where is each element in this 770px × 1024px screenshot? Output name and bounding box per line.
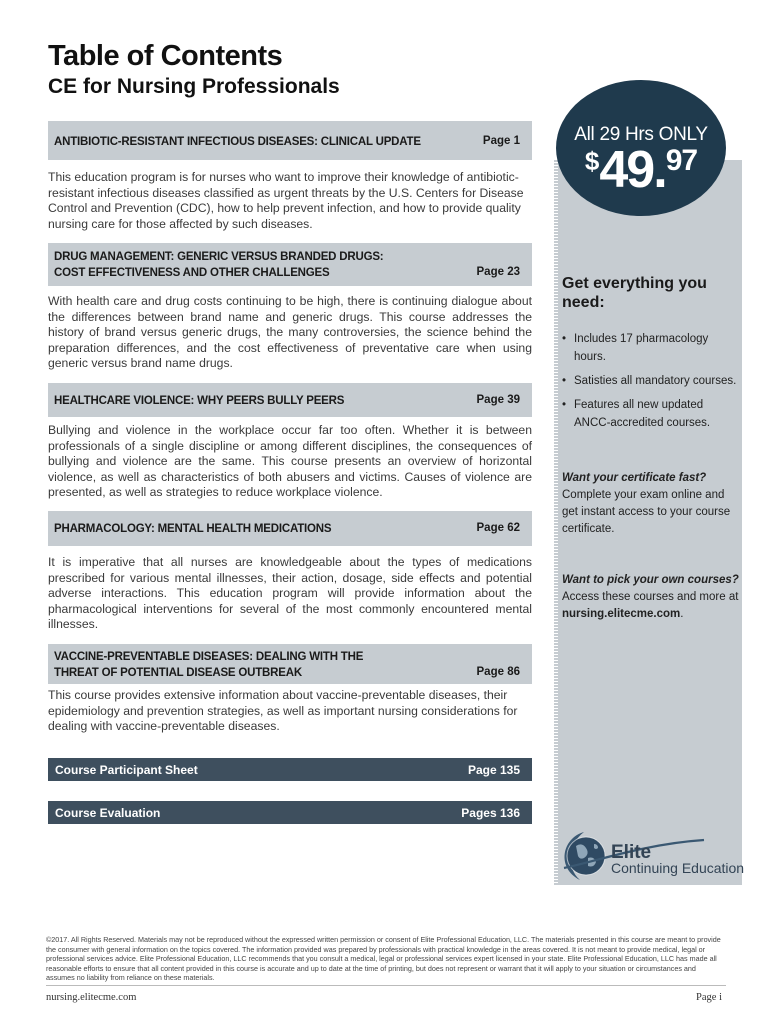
course-page: Page 39 xyxy=(476,394,520,406)
badge-hours-label: All 29 Hrs ONLY xyxy=(574,124,708,145)
course-title-line2: COST EFFECTIVENESS AND OTHER CHALLENGES xyxy=(54,267,330,279)
course-evaluation-page: Pages 136 xyxy=(461,806,520,820)
badge-price xyxy=(556,141,726,199)
participant-sheet-page: Page 135 xyxy=(467,763,520,777)
course-description: This education program is for nurses who want to improve their knowledge of antibiotic-resistant infectious diseases classified as urgent threats by the U.S. Centers for Disease Control and Prevention (CDC), how to help prevent infection, and how to provide quality nursing care for those affected by such diseases. xyxy=(48,170,524,231)
course-header[interactable] xyxy=(48,121,532,160)
course-title: ANTIBIOTIC-RESISTANT INFECTIOUS DISEASES: CLINICAL UPDATE xyxy=(54,136,421,148)
badge-price-whole: 49. xyxy=(599,141,666,199)
certificate-question: Want your certificate fast? xyxy=(562,472,707,484)
footer-divider xyxy=(46,985,726,986)
pick-courses-note xyxy=(562,572,742,623)
course-evaluation-label: Course Evaluation xyxy=(55,806,161,820)
course-header[interactable] xyxy=(48,644,532,684)
page-subtitle: CE for Nursing Professionals xyxy=(48,75,340,98)
course-header[interactable] xyxy=(48,511,532,546)
course-title: HEALTHCARE VIOLENCE: WHY PEERS BULLY PEERS xyxy=(54,395,345,407)
pick-courses-question: Want to pick your own courses? xyxy=(562,574,739,586)
page-title: Table of Contents xyxy=(48,40,283,72)
benefit-item: • Features all new updated ANCC-accredited courses. xyxy=(562,396,738,432)
participant-sheet-label: Course Participant Sheet xyxy=(55,763,198,777)
course-header[interactable] xyxy=(48,243,532,286)
participant-sheet-bar[interactable] xyxy=(48,758,532,781)
pick-courses-text: Access these courses and more at xyxy=(562,591,739,603)
course-page: Page 23 xyxy=(476,266,520,278)
course-evaluation-bar[interactable] xyxy=(48,801,532,824)
benefit-item: • Includes 17 pharmacology hours. xyxy=(562,330,738,366)
certificate-text: Complete your exam online and get instant access to your course certificate. xyxy=(562,489,731,535)
course-title: PHARMACOLOGY: MENTAL HEALTH MEDICATIONS xyxy=(54,523,332,535)
course-page: Page 62 xyxy=(476,522,520,534)
logo-name: Elite xyxy=(611,842,652,863)
sidebar-edge xyxy=(554,160,558,885)
pick-courses-period: . xyxy=(680,608,684,620)
course-page: Page 86 xyxy=(476,666,520,678)
course-page: Page 1 xyxy=(482,135,520,147)
course-header[interactable] xyxy=(48,383,532,417)
badge-dollar: $ xyxy=(584,146,600,176)
copyright-notice: ©2017. All Rights Reserved. Materials may not be reproduced without the expressed written permission or consent of Elite Professional Education, LLC. The materials presented in this course are meant to provide the consumer with general information on the topics covered. The information provided was prepared by professionals with practical knowledge in the areas covered. It is not meant to provide medical, legal or professional services advice. Elite Professional Education, LLC recommends that you consult a medical, legal or professional services expert licensed in your state. Elite Professional Education, LLC has made all reasonable efforts to ensure that all content provided in this course is accurate and up to date at the time of printing, but does not represent or warrant that it will apply to your situation or circumstances and assumes no liability from reliance on these materials. xyxy=(46,935,721,983)
course-description: With health care and drug costs continuing to be high, there is continuing dialogue about the differences between brand name and generic drugs. This course addresses the history of brand versus generic drugs, the many controversies, the science behind the preparation differences, and the cost effectiveness of preventative care when using generic versus brand name drugs. xyxy=(48,294,532,371)
sidebar-heading: Get everything you need: xyxy=(562,275,707,311)
pick-courses-link[interactable]: nursing.elitecme.com xyxy=(562,608,681,620)
course-description: It is imperative that all nurses are knowledgeable about the types of medications prescribed for various mental illnesses, their action, dosage, side effects and potential adverse interactions. This education program will provide information about the pharmacological interventions for several of the most commonly encountered mental illnesses. xyxy=(48,555,532,632)
certificate-note xyxy=(562,470,742,538)
course-description: This course provides extensive information about vaccine-preventable diseases, their epidemiology and prevention strategies, as well as important nursing considerations for dealing with vaccine-preventable diseases. xyxy=(48,688,518,734)
footer-url[interactable]: nursing.elitecme.com xyxy=(46,992,137,1003)
sidebar-benefits-list xyxy=(562,330,738,438)
logo-tagline: Continuing Education xyxy=(611,860,745,876)
course-title: VACCINE-PREVENTABLE DISEASES: DEALING WITH THE xyxy=(54,651,364,663)
course-title: DRUG MANAGEMENT: GENERIC VERSUS BRANDED DRUGS: xyxy=(54,251,384,263)
badge-price-cents: 97 xyxy=(665,144,698,177)
benefit-item: • Satisties all mandatory courses. xyxy=(562,372,738,390)
course-description: Bullying and violence in the workplace occur far too often. Whether it is between professionals of a single discipline or among different disciplines, the consequences of bullying and violence are the same. This course presents an overview of horizontal violence, as well as characteristics of both abusers and victims. Causes of violence are presented, as well as strategies to reduce workplace violence. xyxy=(48,423,532,500)
course-title-line2: THREAT OF POTENTIAL DISEASE OUTBREAK xyxy=(54,667,302,679)
footer-page-number: Page i xyxy=(696,992,722,1003)
price-badge xyxy=(556,80,726,216)
